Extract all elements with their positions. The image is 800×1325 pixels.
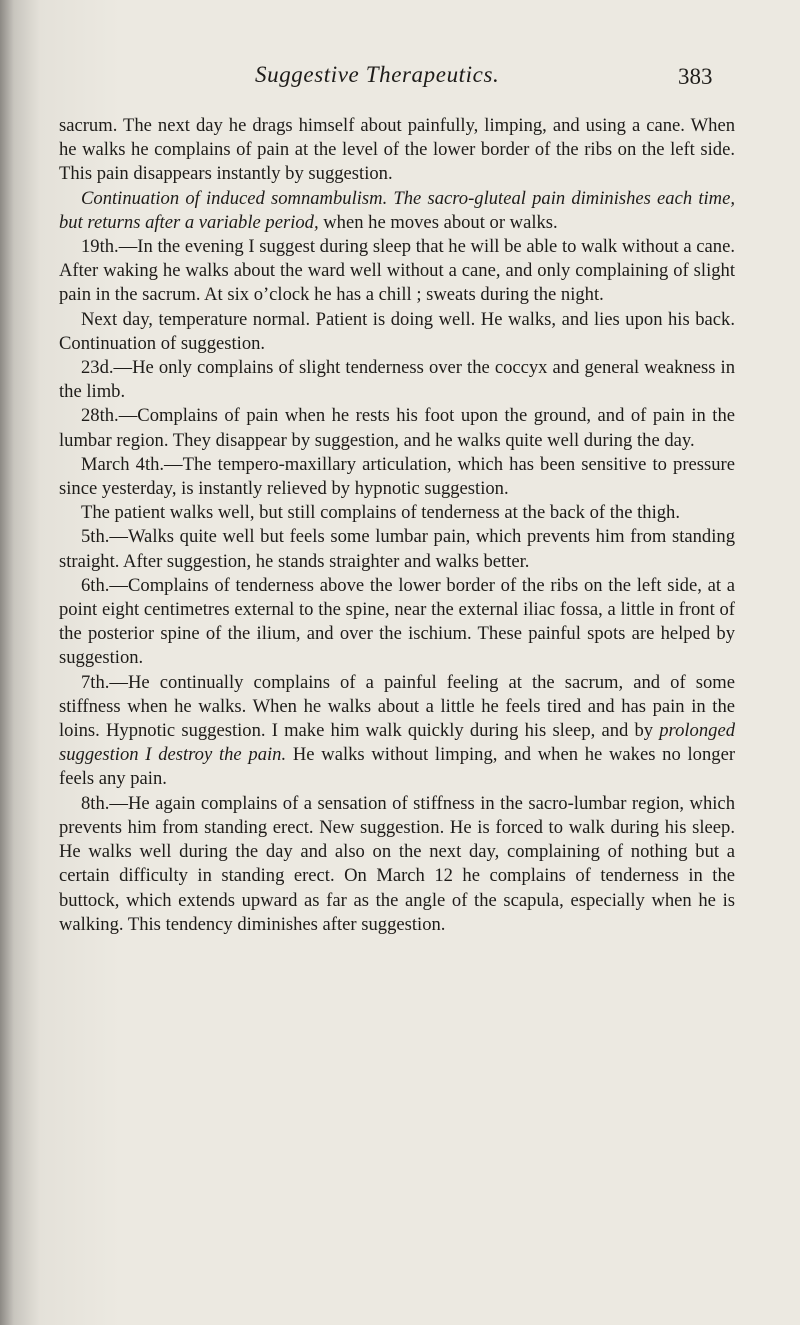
- text-segment: 6th.—Complains of tenderness above the lower border of the ribs on the left side, at a point eight centimetres external to the spine, near the external iliac fossa, a little in front of the posterior spine of the ilium, and over the ischium. These painful spots are helped by suggestion.: [59, 574, 735, 669]
- text-segment: when he moves about or walks.: [318, 211, 558, 233]
- text-segment: Next day, temperature normal. Patient is doing well. He walks, and lies upon his back. Continuation of suggestion.: [59, 308, 735, 354]
- paragraph: [59, 308, 735, 356]
- italic-segment: Continuation of induced somnambulism. The sacro-gluteal pain diminishes each time, but returns after a variable period,: [59, 187, 735, 233]
- text-segment: 8th.—He again complains of a sensation of stiffness in the sacro-lumbar region, which prevents him from standing erect. New suggestion. He is forced to walk during his sleep. He walks well during the day and also on the next day, complaining of nothing but a certain difficulty in standing erect. On March 12 he complains of tenderness in the buttock, which extends upward as far as the angle of the scapula, especially when he is walking. This tendency diminishes after suggestion.: [59, 792, 735, 935]
- paragraph: [59, 114, 735, 187]
- paragraph: [59, 453, 735, 501]
- body-text: [59, 114, 735, 937]
- paragraph: [59, 404, 735, 452]
- text-segment: 5th.—Walks quite well but feels some lumbar pain, which prevents him from standing straight. After suggestion, he stands straighter and walks better.: [59, 526, 735, 572]
- text-segment: 7th.—He continually complains of a painful feeling at the sacrum, and of some stiffness when he walks. When he walks about a little he feels tired and has pain in the loins. Hypnotic suggestion. I make him walk quickly during his sleep, and by: [59, 671, 735, 742]
- text-segment: March 4th.—The tempero-maxillary articulation, which has been sensitive to pressure since yesterday, is instantly relieved by hypnotic suggestion.: [59, 453, 735, 500]
- paragraph: [59, 525, 735, 573]
- text-segment: 19th.—In the evening I suggest during sleep that he will be able to walk without a cane. After waking he walks about the ward well without a cane, and only complaining of slight pain in the sacrum. At six o’clock he has a chill ; sweats during the night.: [59, 236, 735, 306]
- paragraph: [59, 501, 735, 525]
- text-segment: sacrum. The next day he drags himself about painfully, limping, and using a cane. When he walks he complains of pain at the level of the lower border of the ribs on the left side. This pain disappears instantly by suggestion.: [59, 115, 735, 185]
- running-title: Suggestive Therapeutics.: [255, 62, 500, 87]
- paragraph: [59, 792, 735, 937]
- paragraph: [59, 187, 735, 235]
- running-head: [0, 62, 800, 102]
- text-segment: 23d.—He only complains of slight tenderness over the coccyx and general weakness in the limb.: [59, 357, 735, 403]
- page-number: 383: [678, 64, 713, 89]
- paragraph: [59, 671, 735, 792]
- paragraph: [59, 356, 735, 404]
- italic-segment: prolonged suggestion I destroy the pain.: [59, 720, 735, 766]
- text-segment: The patient walks well, but still complains of tenderness at the back of the thigh.: [81, 502, 680, 524]
- paragraph: [59, 235, 735, 308]
- text-segment: He walks without limping, and when he wakes no longer feels any pain.: [59, 744, 736, 790]
- text-segment: 28th.—Complains of pain when he rests his foot upon the ground, and of pain in the lumbar region. They disappear by suggestion, and he walks quite well during the day.: [59, 405, 735, 451]
- paragraph: [59, 574, 735, 671]
